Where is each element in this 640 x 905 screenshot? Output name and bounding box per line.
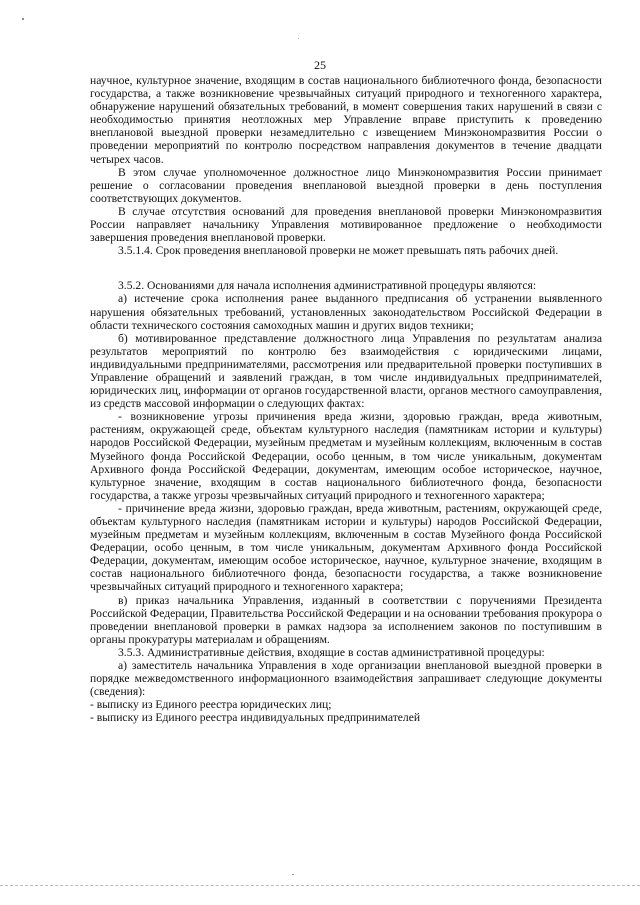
page-bottom-edge: [0, 885, 640, 887]
paragraph: б) мотивированное представление должностного лица Управления по результатам анализа результатов мероприятий по контролю без взаимодействия с юридическими лицами, индивидуальными предпринимателями, рассмотрения или предварительной проверки поступивших в Управление обращений и заявлений граждан, в том числе индивидуальных предпринимателей, юридических лиц, информации от органов государственной власти, органов местного самоуправления, из средств массовой информации о следующих фактах:: [90, 331, 602, 411]
page-number: 25: [314, 58, 326, 72]
paragraph: 3.5.1.4. Срок проведения внеплановой проверки не может превышать пять рабочих дней.: [118, 244, 559, 258]
scan-speck: [292, 874, 294, 875]
paragraph: 3.5.3. Административные действия, входящие в состав административной процедуры:: [118, 645, 545, 659]
paragraph: - причинение вреда жизни, здоровью граждан, вреда животным, растениям, окружающей среде, объектам культурного наследия (памятникам истории и культуры) народов Российской Федерации, музейным предметам и музейным коллекциям, включенным в состав Музейного фонда Российской Федерации, особо ценным, в том числе уникальным, документам Архивного фонда Российской Федерации, документам, имеющим особое историческое, научное, культурное значение, входящим в состав национального библиотечного фонда, безопасности государства, а также возникновение чрезвычайных ситуаций природного и техногенного характера;: [90, 501, 602, 594]
paragraph: - возникновение угрозы причинения вреда жизни, здоровью граждан, вреда животным, растениям, окружающей среде, объектам культурного наследия (памятникам истории и культуры) народов Российской Федерации, музейным предметам и музейным коллекциям, включенным в состав Музейного фонда Российской Федерации, особо ценным, в том числе уникальным, документам Архивного фонда Российской Федерации, документам, имеющим особое историческое, научное, культурное значение, входящим в состав национального библиотечного фонда, безопасности государства, а также угрозы чрезвычайных ситуаций природного и техногенного характера;: [90, 410, 602, 502]
scan-speck: [22, 18, 24, 20]
paragraph: научное, культурное значение, входящим в состав национального библиотечного фонда, безопасности государства, а также возникновение чрезвычайных ситуаций природного и техногенного характера, обнаружение нарушений обязательных требований, в момент совершения таких нарушений в связи с необходимостью принятия неотложных мер Управление вправе приступить к проведению внеплановой выездной проверки незамедлительно с извещением Минэкономразвития России о проведении мероприятий по контролю посредством направления документов в течение двадцати четырех часов.: [90, 74, 602, 166]
paragraph: - выписку из Единого реестра юридических лиц;: [90, 698, 332, 712]
paragraph: В этом случае уполномоченное должностное лицо Минэкономразвития России принимает решение о согласовании проведения внеплановой выездной проверки в день поступления соответствующих документов.: [90, 165, 602, 205]
paragraph: В случае отсутствия оснований для проведения внеплановой проверки Минэкономразвития России направляет начальнику Управления мотивированное предложение о необходимости завершения проведения внеплановой проверки.: [90, 204, 602, 245]
scan-speck: [298, 38, 299, 39]
paragraph: а) истечение срока исполнения ранее выданного предписания об устранении выявленного нарушения обязательных требований, установленных законодательством Российской Федерации в области технического состояния самоходных машин и других видов техники;: [90, 292, 602, 332]
paragraph: в) приказ начальника Управления, изданный в соответствии с поручениями Президента Российской Федерации, Правительства Российской Федерации и на основании требования прокурора о проведении внеплановой проверки в рамках надзора за исполнением законов по поступившим в органы прокуратуры материалам и обращениям.: [90, 593, 602, 646]
paragraph: - выписку из Единого реестра индивидуальных предпринимателей: [90, 711, 421, 725]
paragraph: а) заместитель начальника Управления в ходе организации внеплановой выездной проверки в порядке межведомственного информационного взаимодействия запрашивает следующие документы (сведения):: [90, 659, 602, 699]
paragraph: 3.5.2. Основаниями для начала исполнения административной процедуры являются:: [118, 279, 537, 293]
document-body: [90, 74, 602, 725]
